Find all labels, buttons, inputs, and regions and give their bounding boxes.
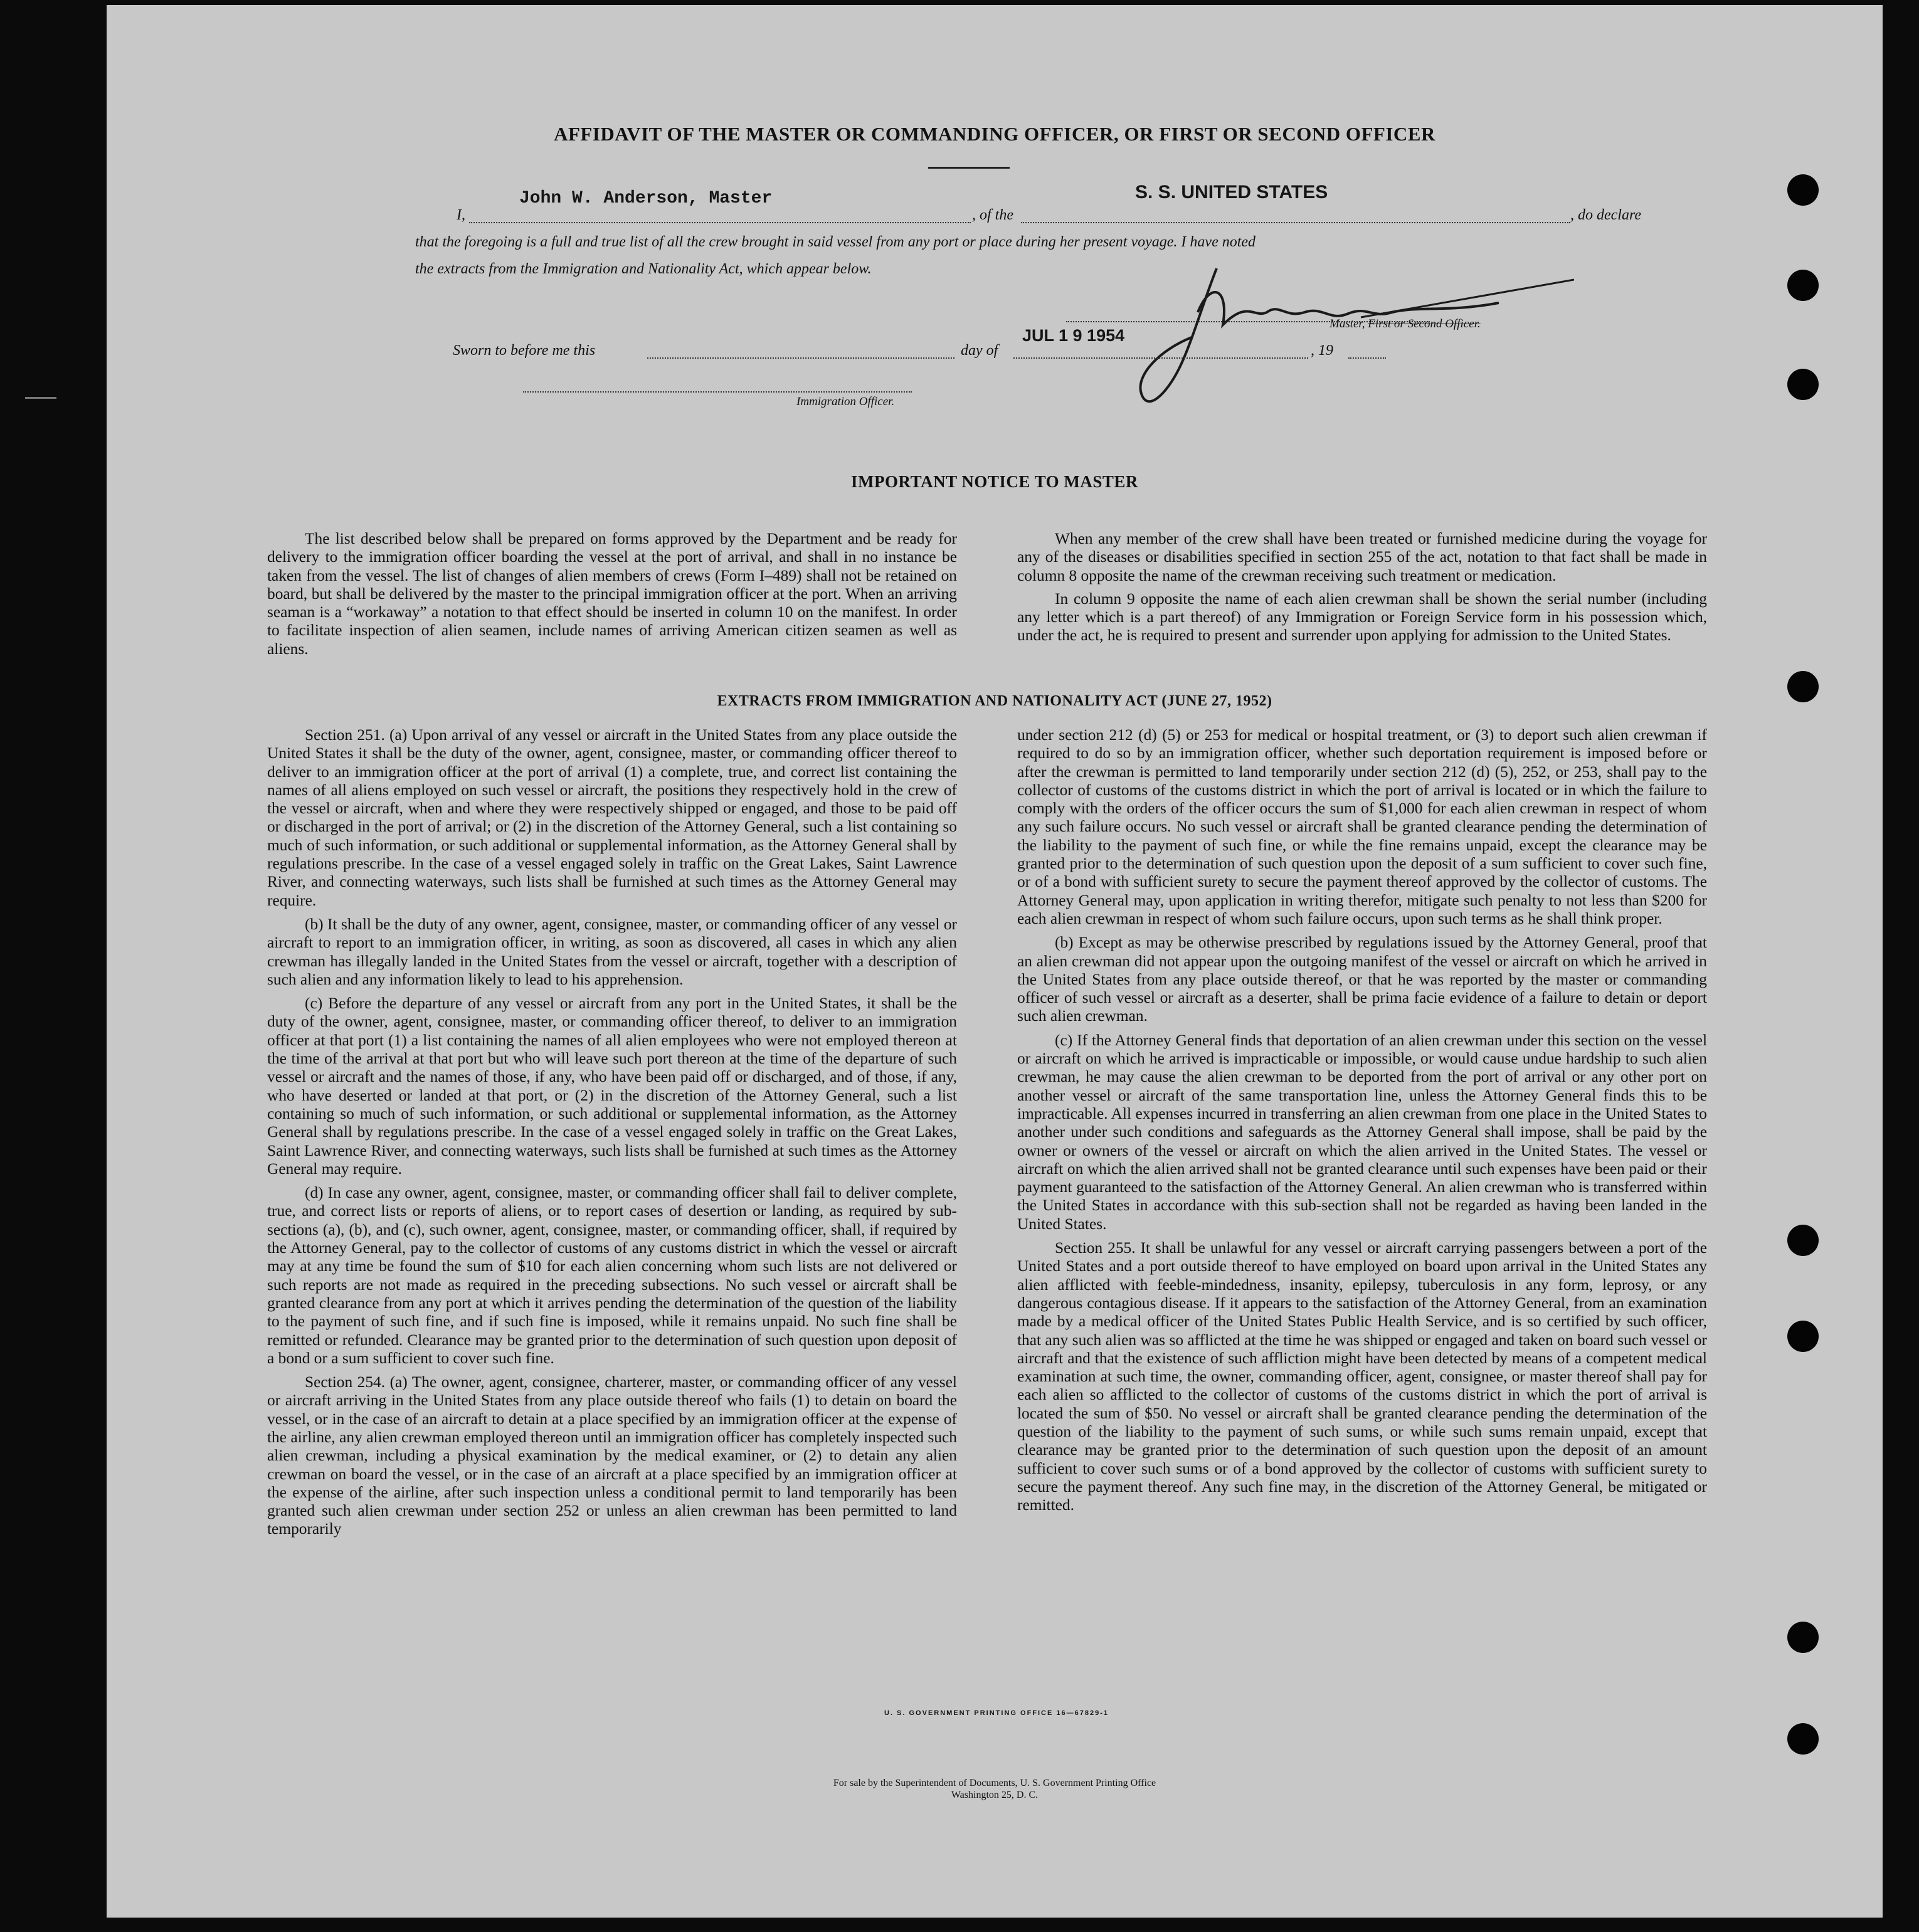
master-signature	[1123, 243, 1574, 431]
immigration-officer-label: Immigration Officer.	[796, 395, 895, 408]
section-254-c: (c) If the Attorney General finds that deportation of an alien crewman under this section on the vessel or aircraft on which he arrived is impracticable or impossible, or would cause undue hardship to such alien crewman, he may cause the alien crewman to be deported from the port of arrival or any other port on another vessel or aircraft of the same transportation line, unless the Attorney General finds this to be impracticable. All expenses incurred in transferring an alien crewman from one place in the United States to another under such conditions and safeguards as the Attorney General shall impose, shall be paid by the owner or owners of the vessel or aircraft on which the alien arrived in the United States. The vessel or aircraft on which the alien arrived shall not be granted clearance until such expenses have been paid or their payment guaranteed to the satisfaction of the Attorney General. An alien crewman who is transferred within the United States in accordance with this sub-section shall not be regarded as having been landed in the United States.	[1017, 1031, 1707, 1233]
sworn-label: Sworn to before me this	[453, 342, 596, 359]
extracts-left-column	[267, 726, 957, 1544]
master-caption-prefix: Master,	[1330, 317, 1365, 330]
binder-hole	[1787, 671, 1819, 702]
name-line	[469, 222, 971, 223]
binder-hole	[1787, 270, 1819, 301]
binder-hole	[1787, 1622, 1819, 1653]
vessel-name-value[interactable]: S. S. UNITED STATES	[1135, 182, 1328, 203]
sworn-day-line	[647, 357, 954, 359]
extracts-right-column	[1017, 726, 1707, 1520]
day-of-label: day of	[961, 342, 998, 359]
notice-left-paragraph: The list described below shall be prepared on forms approved by the Department and be ready for delivery to the immigration officer boarding the vessel at the port of arrival, and shall in no instance be taken from the vessel. The list of changes of alien members of crews (Form I–489) shall not be retained on board, but shall be delivered by the master to the principal immigration officer at the port. When an arriving seaman is a “workaway” a notation to that effect should be inserted in column 10 on the manifest. In order to facilitate inspection of alien seamen, include names of arriving American citizen seamen as well as aliens.	[267, 530, 957, 658]
year-line	[1348, 357, 1386, 359]
date-stamp-value[interactable]: JUL 1 9 1954	[1022, 326, 1125, 345]
section-254-a-continued: under section 212 (d) (5) or 253 for medical or hospital treatment, or (3) to deport such alien crewman if required to do so by an immigration officer, whether such deportation requirement is imposed before or after the crewman is permitted to land temporarily under section 212 (d) (5), 252, or 253, shall pay to the collector of customs of the customs district in which the port of arrival is located or in which the failure to comply with the orders of the officer occurs the sum of $1,000 for each alien crewman in respect of whom any such failure occurs. No such vessel or aircraft shall be granted clearance pending the determination of the liability to the payment of such fine, or while the fine remains unpaid, except the clearance may be granted prior to the determination of such question upon the deposit of a sum sufficient to cover such fine, or of a bond with sufficient surety to secure the payment thereof approved by the collector of customs. The Attorney General may, upon application in writing therefor, mitigate such penalty to not less than $200 for each alien crewman in respect of whom such failure occurs, upon such terms as he shall think proper.	[1017, 726, 1707, 927]
affidavit-title: AFFIDAVIT OF THE MASTER OR COMMANDING OFFICER, OR FIRST OR SECOND OFFICER	[554, 123, 1435, 145]
do-declare-label: , do declare	[1570, 207, 1642, 223]
sworn-month-line	[1013, 357, 1308, 359]
sale-notice	[744, 1777, 1245, 1801]
binder-hole	[1787, 1723, 1819, 1755]
master-caption	[1330, 317, 1481, 331]
notice-right-column	[1017, 530, 1707, 650]
extracts-title: EXTRACTS FROM IMMIGRATION AND NATIONALITY ACT (JUNE 27, 1952)	[717, 693, 1272, 709]
notice-left-column	[267, 530, 957, 663]
title-rule	[928, 167, 1010, 169]
binder-hole	[1787, 1321, 1819, 1352]
binder-hole	[1787, 174, 1819, 206]
notice-title: IMPORTANT NOTICE TO MASTER	[851, 472, 1138, 491]
master-name-value[interactable]: John W. Anderson, Master	[519, 189, 773, 208]
binder-hole	[1787, 369, 1819, 400]
section-251-c: (c) Before the departure of any vessel or aircraft from any port in the United States, it shall be the duty of the owner, agent, consignee, master, or commanding officer thereof, to deliver to an immigration officer at that port (1) a list containing the names of all alien employees who were not employed thereon at the time of the arrival at that port but who will leave such port thereon at the time of the departure of such vessel or aircraft and the names of those, if any, who have been paid off or discharged, and of those, if any, who have deserted or landed at that port, or (2) in the discretion of the Attorney General, such a list containing so much of such information, or such additional or supplemental information, as the Attorney General shall by regulations prescribe. In the case of a vessel engaged solely in traffic on the Great Lakes, Saint Lawrence River, and connecting waterways, such lists shall be furnished at such times as the Attorney General may require.	[267, 995, 957, 1178]
sale-line-1: For sale by the Superintendent of Documents, U. S. Government Printing Office	[833, 1778, 1156, 1788]
section-251-d: (d) In case any owner, agent, consignee, master, or commanding officer shall fail to deliver complete, true, and correct lists or reports of aliens, or to report cases of desertion or landing, as required by sub-sections (a), (b), and (c), such owner, agent, consignee, master, or commanding officer, shall, if required by the Attorney General, pay to the collector of customs of any customs district in which the vessel or aircraft may at any time be found the sum of $10 for each alien concerning whom such lists are not delivered or such reports are not made as required in the preceding subsections. No such vessel or aircraft shall be granted clearance from any port at which it arrives pending the determination of the question of the liability to the payment of such fine, and if such fine is imposed, while it remains unpaid. No such fine shall be remitted or refunded. Clearance may be granted prior to the determination of such question upon deposit of a bond or a sum sufficient to cover such fine.	[267, 1184, 957, 1367]
form-page	[107, 5, 1883, 1918]
section-255: Section 255. It shall be unlawful for any vessel or aircraft carrying passengers between a port of the United States and a port outside thereof to have employed on board upon arrival in the United States any alien afflicted with feeble-mindedness, insanity, epilepsy, tuberculosis in any form, leprosy, or any dangerous contagious disease. If it appears to the satisfaction of the Attorney General, from an examination made by a medical officer of the United States Public Health Service, and is so certified by such officer, that any such alien was so afflicted at the time he was shipped or engaged and taken on board such vessel or aircraft and that the existence of such affliction might have been detected by means of a competent medical examination at such time, the owner, commanding officer, agent, consignee, or master thereof shall pay for each alien so afflicted to the collector of customs of the customs district in which the port of arrival is located the sum of $50. No vessel or aircraft shall be granted clearance pending the determination of the question of the liability to the payment of such sums, or while such sums remain unpaid, except that clearance may be granted prior to the determination of such question upon the deposit of an amount sufficient to cover such sums or of a bond approved by the collector of customs with sufficient surety to secure the payment thereof. Any such fine may, in the discretion of the Attorney General, be mitigated or remitted.	[1017, 1239, 1707, 1514]
binder-hole	[1787, 1225, 1819, 1256]
declaration-line-1: that the foregoing is a full and true list of all the crew brought in said vessel from any port or place during her present voyage. I have noted	[415, 234, 1256, 250]
printing-office-code: U. S. GOVERNMENT PRINTING OFFICE 16—67829-1	[884, 1709, 1109, 1717]
vessel-line	[1021, 222, 1570, 223]
year-label: , 19	[1311, 342, 1333, 359]
scan-mark	[25, 397, 56, 399]
i-label: I,	[457, 207, 465, 223]
section-251-a: Section 251. (a) Upon arrival of any vessel or aircraft in the United States from any place outside the United States it shall be the duty of the owner, agent, consignee, master, or commanding officer thereof to deliver to an immigration officer at the port of arrival (1) a complete, true, and correct list containing the names of all aliens employed on such vessel or aircraft, the positions they respectively hold in the crew of the vessel or aircraft, when and where they were respectively shipped or engaged, and those to be paid off or discharged in the port of arrival; or (2) in the discretion of the Attorney General, such a list containing so much of such information, or such additional or supplemental information, as the Attorney General shall by regulations prescribe. In the case of a vessel engaged solely in traffic on the Great Lakes, Saint Lawrence River, and connecting waterways, such lists shall be furnished at such times as the Attorney General may require.	[267, 726, 957, 909]
section-254-a: Section 254. (a) The owner, agent, consignee, charterer, master, or commanding officer of any vessel or aircraft arriving in the United States from any place outside thereof who fails (1) to detain on board the vessel, or in the case of an aircraft to detain at a place specified by an immigration officer at the expense of the airline, any alien crewman employed thereon until an immigration officer has completely inspected such alien crewman, including a physical examination by the medical examiner, or (2) to detain any alien crewman on board the vessel, or in the case of an aircraft at a place specified by an immigration officer at the expense of the airline, after such inspection unless a conditional permit to land temporarily has been granted such alien crewman under section 252 or unless an alien crewman has been permitted to land temporarily	[267, 1373, 957, 1538]
section-254-b: (b) Except as may be otherwise prescribed by regulations issued by the Attorney General, proof that an alien crewman did not appear upon the outgoing manifest of the vessel or aircraft on which he arrived in the United States from any place outside thereof, or that he was reported by the master or commanding officer of such vessel or aircraft as a deserter, shall be prima facie evidence of a failure to detain or deport such alien crewman.	[1017, 934, 1707, 1025]
notice-right-paragraph-2: In column 9 opposite the name of each alien crewman shall be shown the serial number (including any letter which is a part thereof) of any Immigration or Foreign Service form in his possession which, under the act, he is required to present and surrender upon applying for admission to the United States.	[1017, 589, 1707, 645]
notice-right-paragraph-1: When any member of the crew shall have been treated or furnished medicine during the voyage for any of the diseases or disabilities specified in section 255 of the act, notation to that fact shall be made in column 8 opposite the name of the crewman receiving such treatment or medication.	[1017, 530, 1707, 584]
section-251-b: (b) It shall be the duty of any owner, agent, consignee, master, or commanding officer of any vessel or aircraft to report to an immigration officer, in writing, as soon as discovered, all cases in which any alien crewman has illegally landed in the United States from the vessel or aircraft, together with a description of such alien and any information likely to lead to his apprehension.	[267, 915, 957, 988]
of-the-label: , of the	[972, 207, 1013, 223]
immigration-officer-line	[523, 391, 912, 393]
master-caption-struck: First or Second Officer.	[1368, 317, 1481, 330]
sale-line-2: Washington 25, D. C.	[951, 1790, 1039, 1800]
declaration-line-2: the extracts from the Immigration and Nationality Act, which appear below.	[415, 261, 872, 277]
